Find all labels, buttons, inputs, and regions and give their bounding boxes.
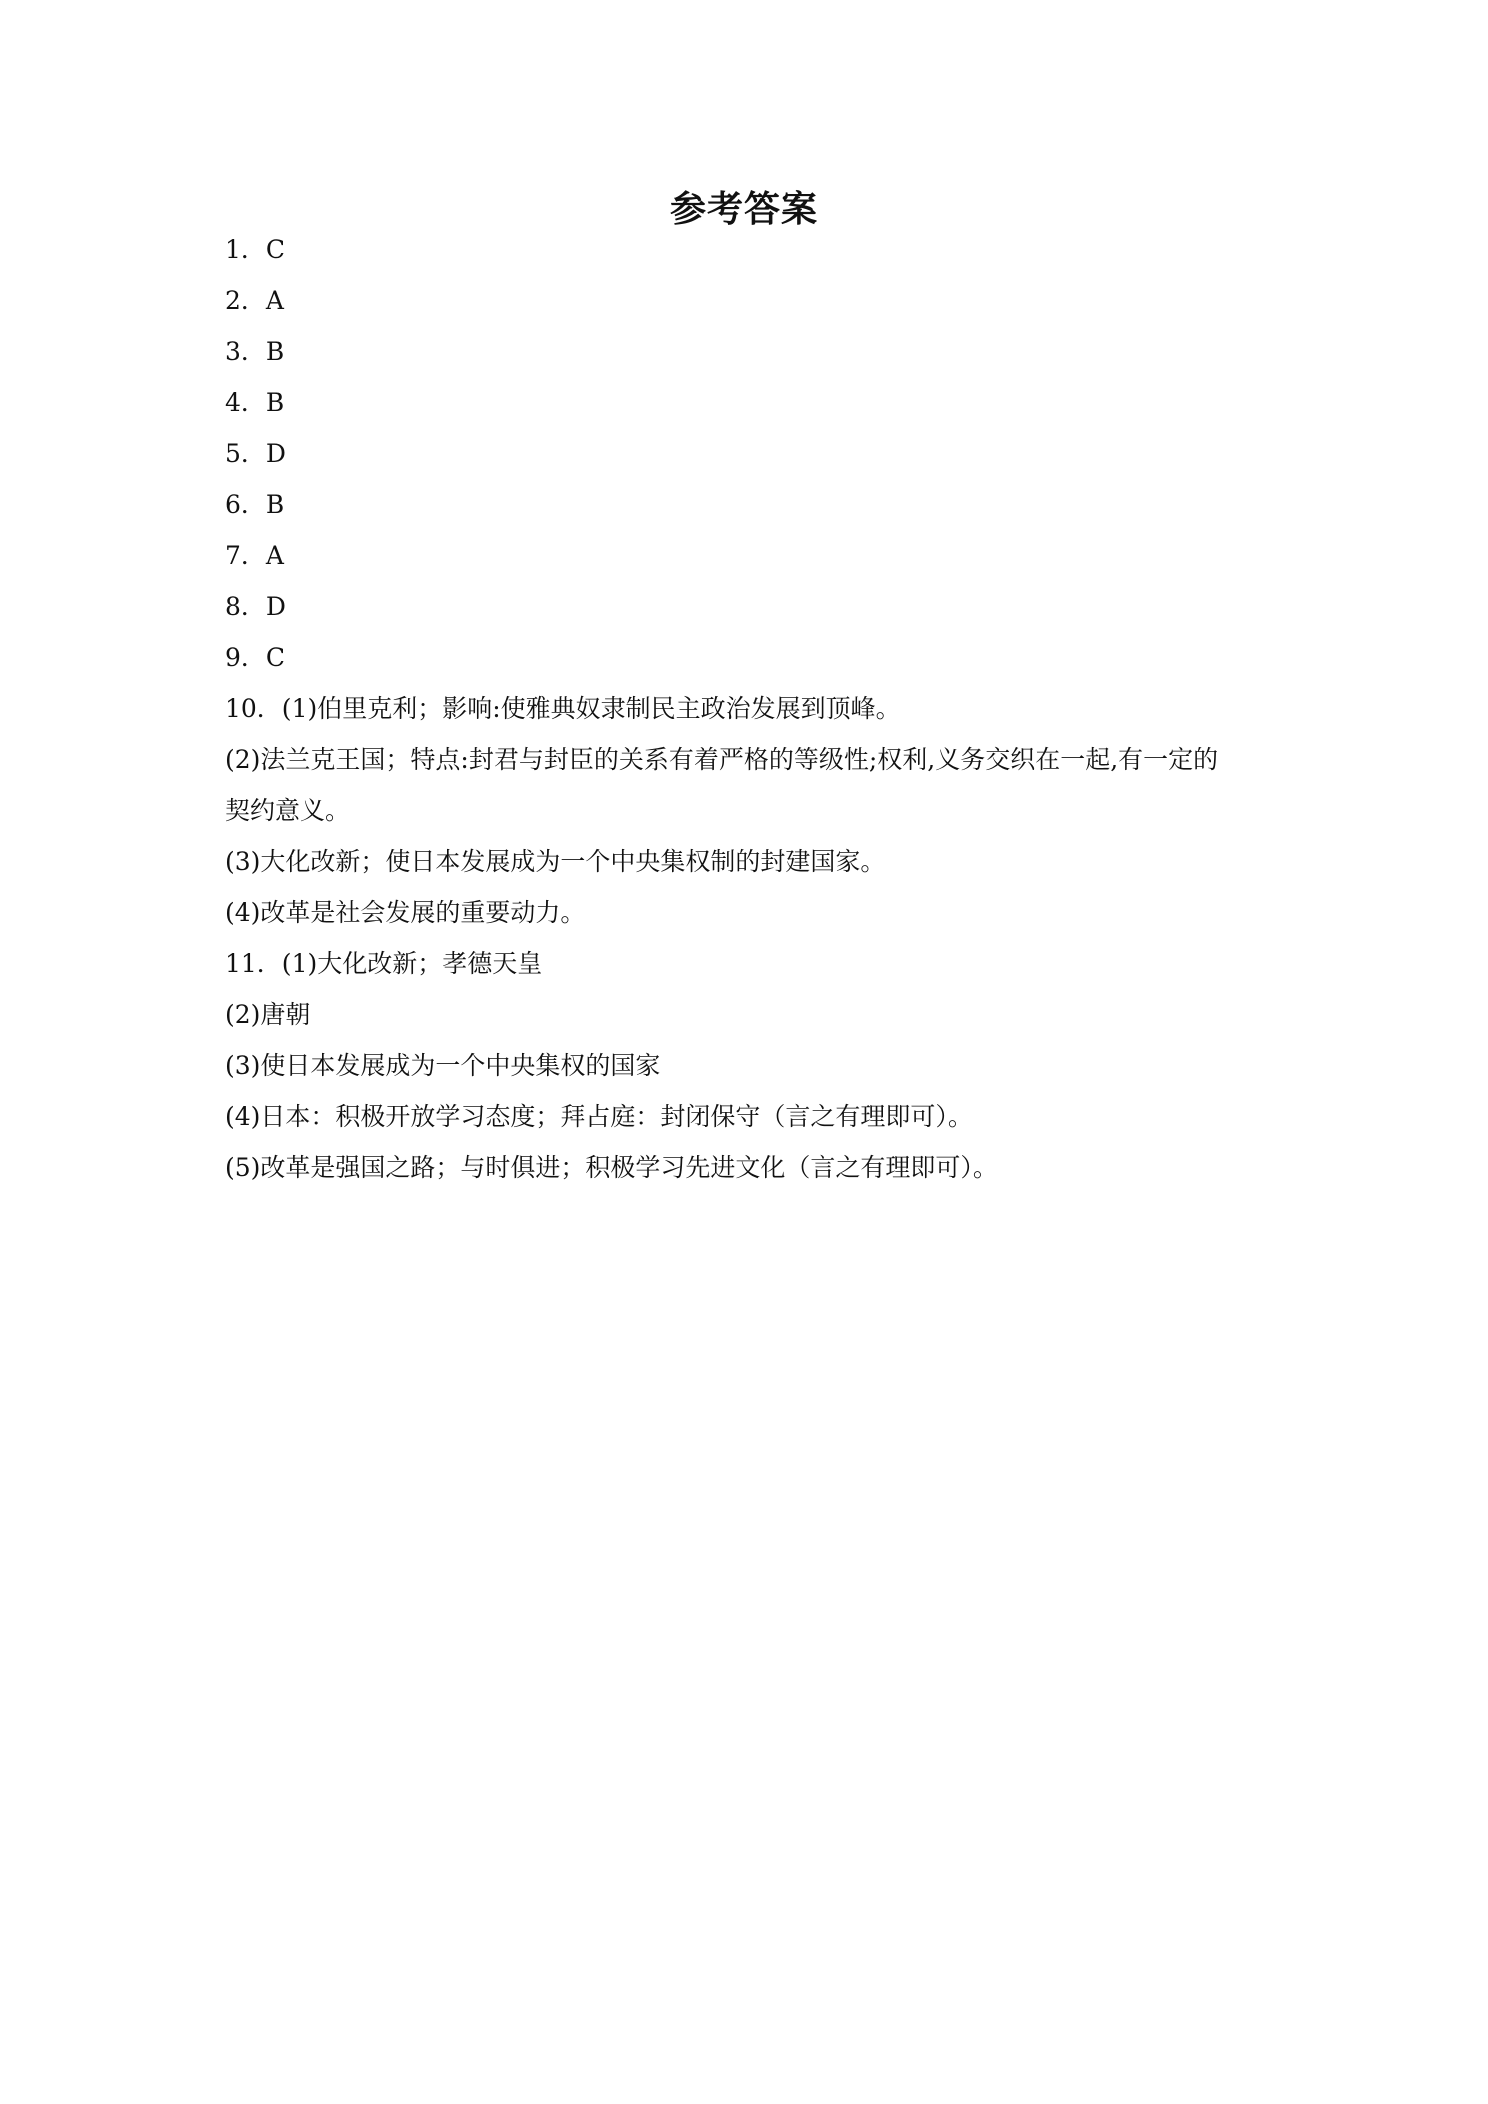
answer-line: (4)日本：积极开放学习态度；拜占庭：封闭保守（言之有理即可）。 — [225, 1102, 973, 1131]
answer-line: 8．D — [225, 592, 286, 621]
answer-line: (2)唐朝 — [225, 1000, 311, 1029]
answer-line: 10．(1)伯里克利；影响:使雅典奴隶制民主政治发展到顶峰。 — [225, 694, 901, 723]
answer-line: 契约意义。 — [225, 796, 351, 825]
answer-list — [225, 224, 1265, 1193]
answer-line: (2)法兰克王国；特点:封君与封臣的关系有着严格的等级性;权利,义务交织在一起,有一定的 — [225, 745, 1219, 774]
answer-line: (5)改革是强国之路；与时俱进；积极学习先进文化（言之有理即可）。 — [225, 1153, 998, 1182]
answer-line: (3)大化改新；使日本发展成为一个中央集权制的封建国家。 — [225, 847, 886, 876]
answer-line: 11．(1)大化改新；孝德天皇 — [225, 949, 543, 978]
answer-line: 4．B — [225, 388, 285, 417]
page-title: 参考答案 — [669, 189, 818, 230]
answer-line: 6．B — [225, 490, 285, 519]
answer-line: 2．A — [225, 286, 284, 315]
answer-line: (4)改革是社会发展的重要动力。 — [225, 898, 586, 927]
answer-line: 9．C — [225, 643, 286, 672]
answer-line: (3)使日本发展成为一个中央集权的国家 — [225, 1051, 661, 1080]
answer-line: 3．B — [225, 337, 285, 366]
answer-line: 1．C — [225, 235, 286, 264]
answer-line: 5．D — [225, 439, 286, 468]
answer-line: 7．A — [225, 541, 284, 570]
